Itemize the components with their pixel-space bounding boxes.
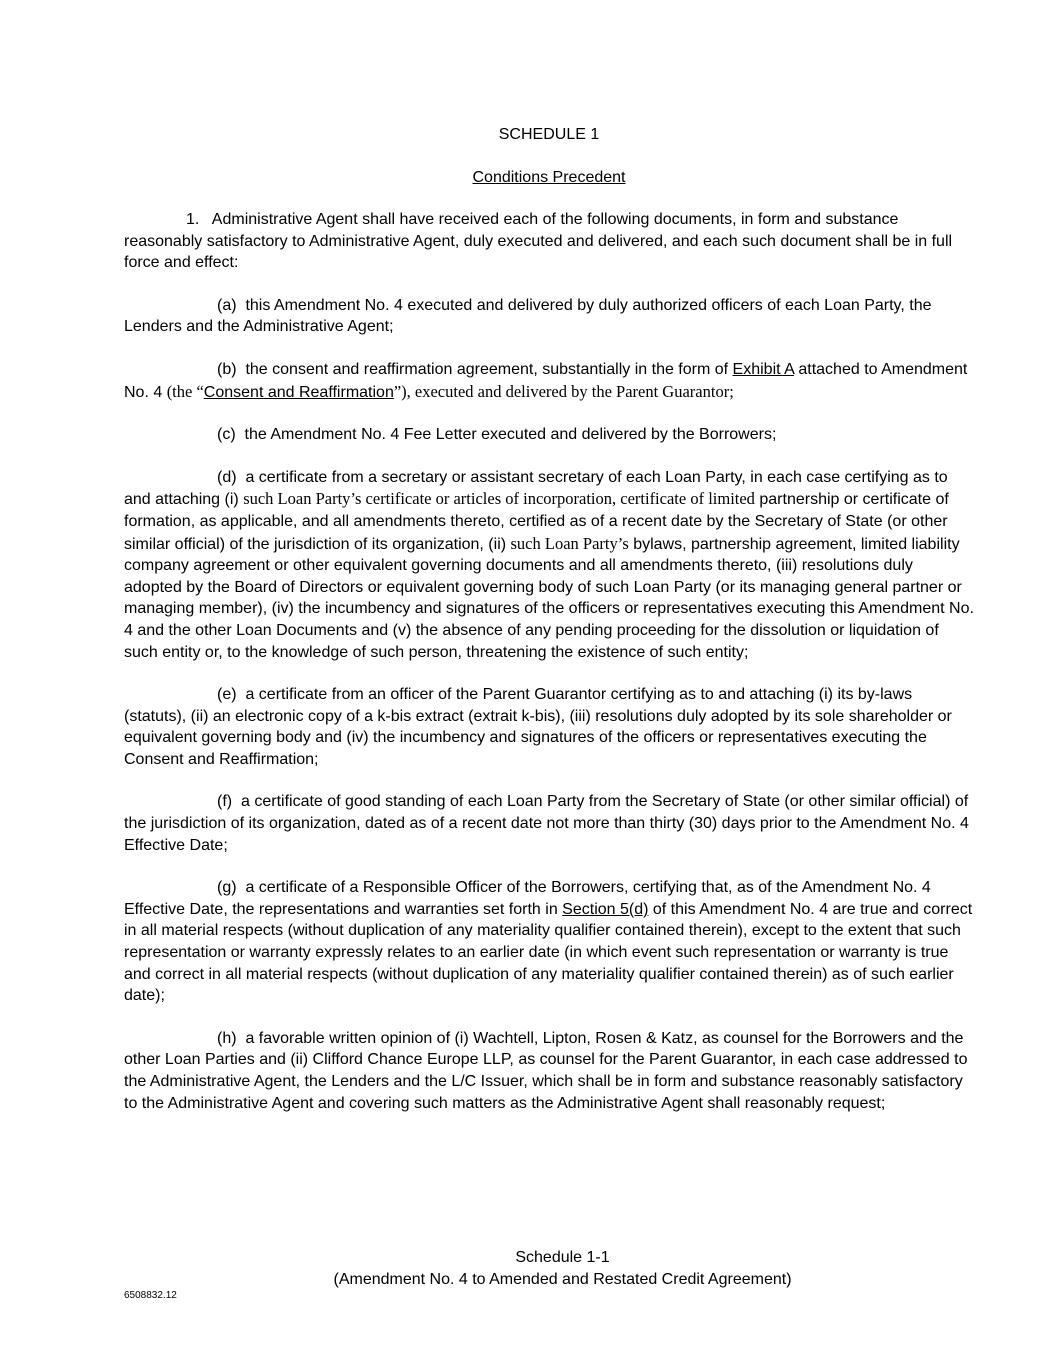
item-h — [124, 1028, 974, 1114]
item-c-label: (c) — [217, 426, 236, 444]
item-d-text-2: partnership or certificate of formation, as applicable, and all amendments thereto, certified as of a recent date by the Secretary of State (or other similar official) of the jurisdiction of its organization, (ii) — [124, 491, 949, 553]
item-d-label: (d) — [217, 468, 237, 486]
item-a-label: (a) — [217, 296, 237, 314]
item-b-text-4: ”), executed and delivered by the Parent Guarantor; — [393, 381, 734, 401]
item-b-text-2: attached to Amendment No. 4 — [124, 360, 968, 401]
item-d-text-3: bylaws, partnership agreement, limited liability company agreement or other equivalent governing documents and all amendments thereto, (iii) resolutions duly adopted by the Board of Directors or equivalent governing body of such Loan Party (or its managing general partner or managing member), (iv) the incumbency and signatures of the officers or representatives executing this Amendment No. 4 and the other Loan Documents and (v) the absence of any pending proceeding for the dissolution or liquidation of such entity or, to the knowledge of such person, threatening the existence of such entity; — [124, 535, 974, 661]
item-f-text: a certificate of good standing of each Loan Party from the Secretary of State (or other similar official) of the jurisdiction of its organization, dated as of a recent date not more than thirty (30) days prior to the Amendment No. 4 Effective Date; — [124, 793, 969, 854]
item-c — [124, 424, 974, 446]
intro-text: Administrative Agent shall have received each of the following documents, in form and substance reasonably satisfactory to Administrative Agent, duly executed and delivered, and each such document shall be in full force and effect: — [124, 211, 953, 272]
item-g-label: (g) — [217, 879, 237, 897]
item-d-serif-2: such Loan Party’s — [510, 533, 629, 553]
item-e — [124, 684, 974, 770]
item-c-text: the Amendment No. 4 Fee Letter executed and delivered by the Borrowers; — [244, 426, 777, 444]
item-h-text: a favorable written opinion of (i) Wachtell, Lipton, Rosen & Katz, as counsel for the Borrowers and the other Loan Parties and (ii) Clifford Chance Europe LLP, as counsel for the Parent Guarantor, in each case addressed to the Administrative Agent, the Lenders and the L/C Issuer, which shall be in form and substance reasonably satisfactory to the Administrative Agent and covering such matters as the Administrative Agent shall reasonably request; — [124, 1029, 968, 1112]
item-g — [124, 877, 974, 1007]
item-b-text-3: (the “ — [166, 381, 204, 401]
page-footer — [0, 1247, 1055, 1291]
item-a — [124, 295, 974, 338]
schedule-title: SCHEDULE 1 — [498, 126, 600, 143]
section-subtitle: Conditions Precedent — [472, 169, 626, 186]
item-f-label: (f) — [217, 793, 233, 811]
document-number: 6508832.12 — [124, 1290, 177, 1301]
document-page — [124, 120, 974, 1114]
footer-page-label: Schedule 1-1 — [515, 1249, 610, 1266]
intro-number: 1. — [186, 211, 200, 228]
item-e-text: a certificate from an officer of the Parent Guarantor certifying as to and attaching (i) its by-laws (statuts), (ii) an electronic copy of a k-bis extract (extrait k-bis), (iii) resolutions duly adopted by its sole shareholder or equivalent governing body and (iv) the incumbency and signatures of the officers or representatives executing the Consent and Reaffirmation; — [124, 686, 952, 768]
item-g-text-1: a certificate of a Responsible Officer of the Borrowers, certifying that, as of the Amendment No. 4 Effective Date, the representations and warranties set forth in — [124, 879, 931, 918]
item-h-label: (h) — [217, 1029, 237, 1047]
item-e-label: (e) — [217, 686, 237, 704]
item-b-label: (b) — [217, 360, 237, 378]
item-b — [124, 359, 974, 403]
item-g-text-2: of this Amendment No. 4 are true and correct in all material respects (without duplication of any materiality qualifier contained therein), except to the extent that such representation or warranty expressly relates to an earlier date (in which event such representation or warranty is true and correct in all material respects (without duplication of any materiality qualifier contained therein) as of such earlier date); — [124, 900, 973, 1005]
item-d — [124, 467, 974, 663]
exhibit-a-reference: Exhibit A — [732, 360, 794, 378]
item-a-text: this Amendment No. 4 executed and delivered by duly authorized officers of each Loan Party, the Lenders and the Administrative Agent; — [124, 296, 932, 336]
consent-reaffirmation-term: Consent and Reaffirmation — [203, 383, 394, 401]
intro-paragraph — [124, 209, 974, 274]
section-5d-reference: Section 5(d) — [562, 900, 649, 918]
item-d-text-1: a certificate from a secretary or assistant secretary of each Loan Party, in each case certifying as to and attaching (i) — [124, 468, 948, 509]
item-b-text-1: the consent and reaffirmation agreement, substantially in the form of — [245, 360, 733, 378]
footer-document-title: (Amendment No. 4 to Amended and Restated Credit Agreement) — [333, 1271, 792, 1288]
item-d-serif-1: such Loan Party’s certificate or articles of incorporation, certificate of limited — [243, 489, 755, 509]
item-f — [124, 791, 974, 856]
